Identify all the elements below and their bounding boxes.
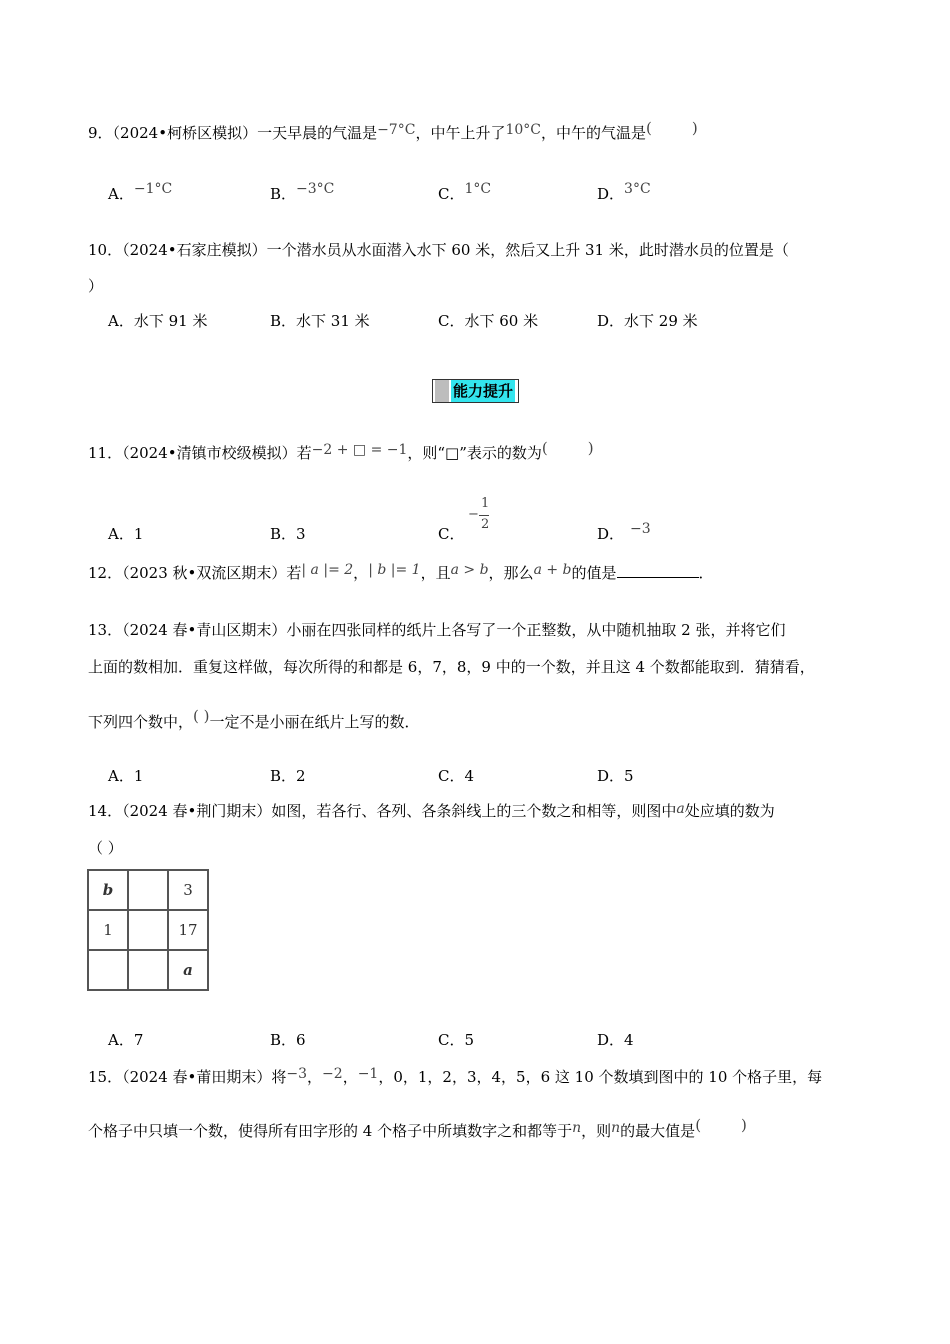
q13-option-b: B．2 <box>270 767 306 785</box>
q10-option-d: D．水下 29 米 <box>597 312 698 330</box>
grid-cell: 1 <box>88 910 128 950</box>
question-14-line1: 14．（2024 春•荆门期末）如图，若各行、各列、各条斜线上的三个数之和相等，则图中a处应填的数为 <box>88 801 775 820</box>
q14-option-a: A．7 <box>108 1031 144 1049</box>
q10-option-c: C．水下 60 米 <box>438 312 539 330</box>
q9-paren-open: ( <box>646 119 652 137</box>
question-14-line2: （ ） <box>88 839 123 857</box>
q9-option-a: A．−1°C <box>108 181 173 203</box>
q9-option-d: D．3°C <box>597 181 651 203</box>
q11-option-c-fraction <box>468 496 492 536</box>
q10-option-b: B．水下 31 米 <box>270 312 370 330</box>
q15-var-n-2: n <box>611 1120 621 1136</box>
q14-option-d: D．4 <box>597 1031 634 1049</box>
q9-text-b: ，中午上升了 <box>415 124 506 142</box>
question-10-stem-line2: ） <box>88 277 104 295</box>
q9-deg2: °C <box>523 122 541 138</box>
grid-row <box>88 950 208 990</box>
q14-var-a: a <box>676 801 685 817</box>
fraction-sign: − <box>468 507 479 522</box>
grid-cell: b <box>88 870 128 910</box>
question-13-line2: 上面的数相加．重复这样做，每次所得的和都是 6，7，8，9 中的一个数，并且这 4 个数都能取到．猜猜看， <box>88 658 815 676</box>
section-marker <box>435 380 449 402</box>
question-11-stem: 11．（2024•清镇市校级模拟）若−2 + □ = −1，则“□”表示的数为( ) <box>88 439 594 462</box>
q9-option-c: C．1°C <box>438 181 492 203</box>
q14-option-c: C．5 <box>438 1031 475 1049</box>
q12-answer-blank[interactable] <box>617 563 699 578</box>
q9-text-c: ，中午的气温是 <box>541 124 647 142</box>
grid-row <box>88 870 208 910</box>
grid-cell <box>88 950 128 990</box>
q9-paren-close: ) <box>691 119 698 137</box>
question-13-line1: 13．（2024 春•青山区期末）小丽在四张同样的纸片上各写了一个正整数，从中随机抽取 2 张，并将它们 <box>88 621 786 639</box>
section-title-text: 能力提升 <box>453 382 514 400</box>
grid-row <box>88 910 208 950</box>
question-9-stem <box>88 119 698 144</box>
q12-abs-b: | b |= 1 <box>368 562 421 578</box>
q9-option-b: B．−3°C <box>270 181 335 203</box>
q9-temp2: 10 <box>505 122 524 138</box>
magic-square-grid <box>87 869 209 991</box>
question-10-stem-line1: 10．（2024•石家庄模拟）一个潜水员从水面潜入水下 60 米，然后又上升 31 米，此时潜水员的位置是（ <box>88 241 789 259</box>
q9-deg1: °C <box>397 122 416 138</box>
question-12-stem: 12．（2023 秋•双流区期末）若| a |= 2，| b |= 1，且a > b，那么a + b的值是 ． <box>88 562 714 582</box>
q11-option-b: B．3 <box>270 525 306 543</box>
grid-cell <box>128 870 168 910</box>
fraction-bar <box>479 515 489 516</box>
q11-expression: −2 + □ = −1 <box>311 442 408 458</box>
fraction-numerator: 1 <box>481 496 490 511</box>
q13-option-d: D．5 <box>597 767 634 785</box>
grid-cell: 17 <box>168 910 208 950</box>
fraction-denominator: 2 <box>481 517 490 532</box>
q13-option-a: A．1 <box>108 767 144 785</box>
q12-abs-a: | a |= 2 <box>301 562 354 578</box>
q9-text-a: 9．（2024•柯桥区模拟）一天早晨的气温是 <box>88 124 378 142</box>
grid-cell: 3 <box>168 870 208 910</box>
section-title <box>432 379 519 403</box>
q11-option-a: A．1 <box>108 525 144 543</box>
question-15-line2: 个格子中只填一个数，使得所有田字形的 4 个格子中所填数字之和都等于n，则n的最大值是( ) <box>88 1116 747 1140</box>
q11-option-c: C． <box>438 525 465 543</box>
q12-condition: a > b <box>450 562 489 578</box>
q12-sum: a + b <box>533 562 572 578</box>
q10-option-a: A．水下 91 米 <box>108 312 208 330</box>
grid-cell <box>128 910 168 950</box>
grid-cell <box>128 950 168 990</box>
q15-var-n: n <box>572 1120 582 1136</box>
q13-paren: ( ) <box>193 707 210 725</box>
q14-option-b: B．6 <box>270 1031 306 1049</box>
q11-option-d: D． −3 <box>597 521 651 543</box>
question-13-line3: 下列四个数中，( )一定不是小丽在纸片上写的数． <box>88 707 420 731</box>
q13-option-c: C．4 <box>438 767 475 785</box>
grid-cell: a <box>168 950 208 990</box>
question-15-line1: 15．（2024 春•莆田期末）将−3，−2，−1，0，1，2，3，4，5，6 这 10 个数填到图中的 10 个格子里，每 <box>88 1066 823 1086</box>
q9-temp1: −7 <box>377 122 398 138</box>
